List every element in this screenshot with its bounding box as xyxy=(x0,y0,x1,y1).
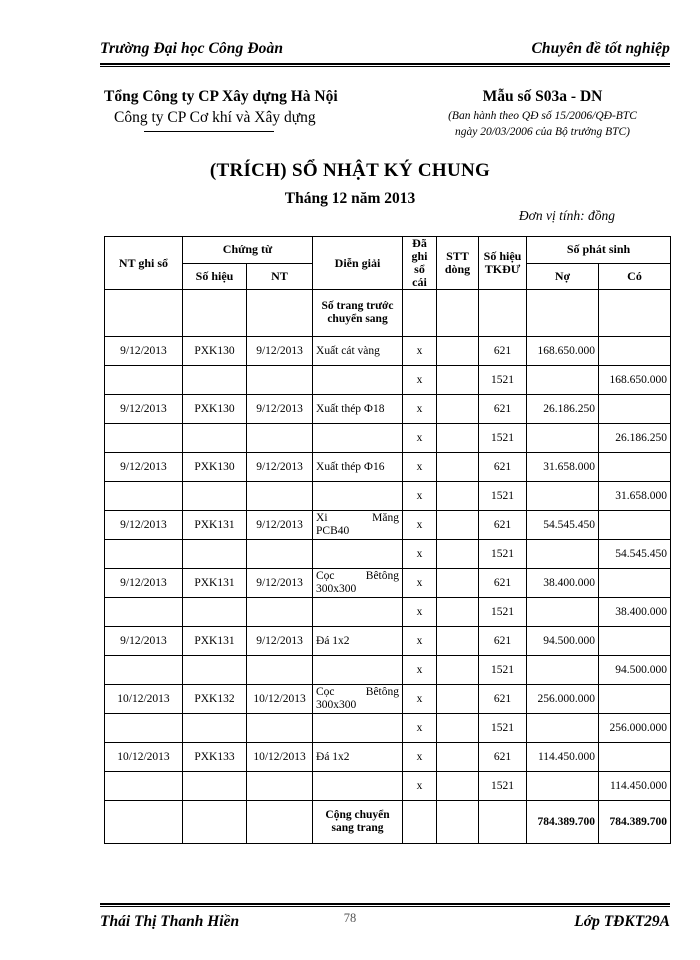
cell-chung-tu-so-hieu: PXK131 xyxy=(183,627,247,656)
cell-stt-dong xyxy=(437,366,479,395)
table-row xyxy=(105,772,671,801)
cell-stt-dong xyxy=(437,511,479,540)
cell-stt-dong xyxy=(437,656,479,685)
carry-in-no xyxy=(527,290,599,337)
carry-in-co xyxy=(599,290,671,337)
cell-co xyxy=(599,337,671,366)
cell-da-ghi-so-cai: x xyxy=(403,743,437,772)
table-row xyxy=(105,453,671,482)
cell-chung-tu-nt xyxy=(247,540,313,569)
general-journal-table xyxy=(104,236,671,844)
cell-dien-giai xyxy=(313,714,403,743)
cell-chung-tu-nt xyxy=(247,714,313,743)
form-code: Mẫu số S03a - DN xyxy=(482,88,603,105)
cell-chung-tu-nt: 10/12/2013 xyxy=(247,685,313,714)
company-underline xyxy=(144,131,274,132)
cell-so-hieu-tkdu: 621 xyxy=(479,337,527,366)
cell-chung-tu-nt xyxy=(247,598,313,627)
cell-da-ghi-so-cai: x xyxy=(403,395,437,424)
form-code-block xyxy=(400,86,685,140)
table-row xyxy=(105,482,671,511)
cell-nt-ghi-so xyxy=(105,424,183,453)
cell-co xyxy=(599,511,671,540)
cell-nt-ghi-so: 10/12/2013 xyxy=(105,685,183,714)
cell-da-ghi-so-cai: x xyxy=(403,482,437,511)
cell-nt-ghi-so: 9/12/2013 xyxy=(105,511,183,540)
cell-co xyxy=(599,395,671,424)
dien-giai-word-1: Cọc xyxy=(316,570,335,582)
cell-nt-ghi-so xyxy=(105,366,183,395)
cell-stt-dong xyxy=(437,395,479,424)
cell-da-ghi-so-cai: x xyxy=(403,424,437,453)
cell-stt-dong xyxy=(437,598,479,627)
dien-giai-line-1 xyxy=(316,570,399,583)
cell-da-ghi-so-cai: x xyxy=(403,540,437,569)
table-row xyxy=(105,569,671,598)
cell-co xyxy=(599,453,671,482)
page-number: 78 xyxy=(343,911,357,925)
col-header-co: Có xyxy=(599,263,671,290)
cell-co: 38.400.000 xyxy=(599,598,671,627)
cell-no: 31.658.000 xyxy=(527,453,599,482)
carry-in-tkdu xyxy=(479,290,527,337)
header-divider-rule xyxy=(100,63,670,67)
total-tkdu xyxy=(479,801,527,844)
cell-so-hieu-tkdu: 1521 xyxy=(479,656,527,685)
cell-nt-ghi-so: 9/12/2013 xyxy=(105,337,183,366)
cell-co xyxy=(599,569,671,598)
total-stt xyxy=(437,801,479,844)
cell-nt-ghi-so: 9/12/2013 xyxy=(105,569,183,598)
cell-co: 114.450.000 xyxy=(599,772,671,801)
cell-chung-tu-so-hieu: PXK131 xyxy=(183,569,247,598)
cell-co xyxy=(599,627,671,656)
cell-dien-giai xyxy=(313,772,403,801)
cell-chung-tu-nt xyxy=(247,366,313,395)
cell-da-ghi-so-cai: x xyxy=(403,627,437,656)
cell-co xyxy=(599,685,671,714)
cell-da-ghi-so-cai: x xyxy=(403,366,437,395)
header-document-type: Chuyên đề tốt nghiệp xyxy=(531,40,670,57)
cell-dien-giai: Đá 1x2 xyxy=(313,627,403,656)
cell-chung-tu-nt xyxy=(247,424,313,453)
dien-giai-line-1 xyxy=(316,512,399,525)
table-row xyxy=(105,395,671,424)
dien-giai-line-2: 300x300 xyxy=(316,699,357,711)
col-header-no: Nợ xyxy=(527,263,599,290)
cell-nt-ghi-so: 10/12/2013 xyxy=(105,743,183,772)
cell-chung-tu-nt xyxy=(247,772,313,801)
cell-so-hieu-tkdu: 1521 xyxy=(479,540,527,569)
total-mark xyxy=(403,801,437,844)
dien-giai-word-2: Bêtông xyxy=(365,686,400,698)
cell-chung-tu-nt xyxy=(247,482,313,511)
cell-dien-giai xyxy=(313,656,403,685)
cell-so-hieu-tkdu: 621 xyxy=(479,743,527,772)
cell-chung-tu-so-hieu xyxy=(183,366,247,395)
carry-in-mark xyxy=(403,290,437,337)
cell-stt-dong xyxy=(437,627,479,656)
cell-no xyxy=(527,424,599,453)
col-header-da-ghi-so-cai: Đã ghi sổ cái xyxy=(403,237,437,290)
cell-chung-tu-so-hieu xyxy=(183,714,247,743)
company-name: Công ty CP Cơ khí và Xây dựng xyxy=(114,109,316,126)
cell-chung-tu-so-hieu: PXK130 xyxy=(183,395,247,424)
footer-author-name: Thái Thị Thanh Hiền xyxy=(100,913,240,930)
cell-chung-tu-so-hieu: PXK130 xyxy=(183,453,247,482)
table-row xyxy=(105,337,671,366)
cell-da-ghi-so-cai: x xyxy=(403,772,437,801)
cell-chung-tu-nt: 9/12/2013 xyxy=(247,337,313,366)
cell-co: 256.000.000 xyxy=(599,714,671,743)
table-row xyxy=(105,627,671,656)
cell-co: 31.658.000 xyxy=(599,482,671,511)
table-body xyxy=(105,290,671,801)
col-header-chung-tu-nt: NT xyxy=(247,263,313,290)
cell-dien-giai xyxy=(313,482,403,511)
table-row xyxy=(105,366,671,395)
cell-da-ghi-so-cai: x xyxy=(403,656,437,685)
cell-da-ghi-so-cai: x xyxy=(403,337,437,366)
cell-chung-tu-so-hieu xyxy=(183,598,247,627)
cell-stt-dong xyxy=(437,685,479,714)
dien-giai-word-1: Cọc xyxy=(316,686,335,698)
table-head xyxy=(105,237,671,290)
table-row xyxy=(105,656,671,685)
cell-chung-tu-nt: 9/12/2013 xyxy=(247,627,313,656)
cell-co: 168.650.000 xyxy=(599,366,671,395)
cell-nt-ghi-so xyxy=(105,482,183,511)
total-row xyxy=(105,801,671,844)
cell-dien-giai: Đá 1x2 xyxy=(313,743,403,772)
total-sohieu xyxy=(183,801,247,844)
col-header-nt-ghi-so: NT ghi sổ xyxy=(105,237,183,290)
cell-so-hieu-tkdu: 621 xyxy=(479,685,527,714)
cell-no: 94.500.000 xyxy=(527,627,599,656)
cell-chung-tu-so-hieu: PXK130 xyxy=(183,337,247,366)
dien-giai-line-1 xyxy=(316,686,399,699)
cell-nt-ghi-so: 9/12/2013 xyxy=(105,627,183,656)
cell-no: 26.186.250 xyxy=(527,395,599,424)
carry-in-row xyxy=(105,290,671,337)
cell-no xyxy=(527,714,599,743)
cell-da-ghi-so-cai: x xyxy=(403,685,437,714)
cell-stt-dong xyxy=(437,482,479,511)
cell-nt-ghi-so xyxy=(105,772,183,801)
table-row xyxy=(105,685,671,714)
cell-da-ghi-so-cai: x xyxy=(403,511,437,540)
cell-chung-tu-nt: 9/12/2013 xyxy=(247,395,313,424)
footer-class-name: Lớp TĐKT29A xyxy=(574,913,670,930)
cell-nt-ghi-so xyxy=(105,540,183,569)
table-row xyxy=(105,540,671,569)
cell-stt-dong xyxy=(437,569,479,598)
cell-stt-dong xyxy=(437,714,479,743)
col-header-stt-dong: STT dòng xyxy=(437,237,479,290)
form-note-line-1: (Ban hành theo QĐ số 15/2006/QĐ-BTC xyxy=(448,110,637,122)
table-foot xyxy=(105,801,671,844)
total-co: 784.389.700 xyxy=(599,801,671,844)
cell-no xyxy=(527,482,599,511)
col-header-so-phat-sinh: Số phát sinh xyxy=(527,237,671,264)
cell-no xyxy=(527,772,599,801)
dien-giai-line-2: PCB40 xyxy=(316,525,350,537)
cell-dien-giai xyxy=(313,598,403,627)
cell-chung-tu-nt: 9/12/2013 xyxy=(247,569,313,598)
cell-da-ghi-so-cai: x xyxy=(403,598,437,627)
cell-no: 54.545.450 xyxy=(527,511,599,540)
cell-no: 256.000.000 xyxy=(527,685,599,714)
col-header-so-hieu-tkdu: Số hiệu TKĐƯ xyxy=(479,237,527,290)
running-header xyxy=(100,40,670,58)
cell-chung-tu-so-hieu xyxy=(183,772,247,801)
cell-no xyxy=(527,656,599,685)
cell-da-ghi-so-cai: x xyxy=(403,453,437,482)
dien-giai-word-2: Măng xyxy=(372,512,400,524)
cell-chung-tu-so-hieu xyxy=(183,656,247,685)
cell-no xyxy=(527,598,599,627)
cell-chung-tu-nt: 9/12/2013 xyxy=(247,511,313,540)
total-date xyxy=(105,801,183,844)
cell-so-hieu-tkdu: 621 xyxy=(479,627,527,656)
cell-nt-ghi-so xyxy=(105,714,183,743)
cell-chung-tu-so-hieu xyxy=(183,540,247,569)
ledger-table-wrap xyxy=(104,236,670,844)
cell-co xyxy=(599,743,671,772)
total-label: Cộng chuyển sang trang xyxy=(313,801,403,844)
cell-co: 26.186.250 xyxy=(599,424,671,453)
table-row xyxy=(105,743,671,772)
cell-stt-dong xyxy=(437,424,479,453)
cell-stt-dong xyxy=(437,743,479,772)
parent-company-name: Tổng Công ty CP Xây dựng Hà Nội xyxy=(104,88,338,105)
total-no: 784.389.700 xyxy=(527,801,599,844)
cell-stt-dong xyxy=(437,772,479,801)
carry-in-label: Số trang trước chuyển sang xyxy=(313,290,403,337)
cell-stt-dong xyxy=(437,540,479,569)
cell-dien-giai xyxy=(313,569,403,598)
cell-no: 168.650.000 xyxy=(527,337,599,366)
cell-chung-tu-nt: 9/12/2013 xyxy=(247,453,313,482)
table-row xyxy=(105,424,671,453)
cell-chung-tu-so-hieu xyxy=(183,424,247,453)
cell-so-hieu-tkdu: 1521 xyxy=(479,714,527,743)
cell-dien-giai: Xuất thép Ф18 xyxy=(313,395,403,424)
cell-da-ghi-so-cai: x xyxy=(403,569,437,598)
cell-so-hieu-tkdu: 621 xyxy=(479,453,527,482)
dien-giai-word-1: Xi xyxy=(316,512,328,524)
total-nt xyxy=(247,801,313,844)
cell-chung-tu-so-hieu xyxy=(183,482,247,511)
cell-so-hieu-tkdu: 1521 xyxy=(479,424,527,453)
cell-dien-giai xyxy=(313,511,403,540)
cell-chung-tu-so-hieu: PXK131 xyxy=(183,511,247,540)
header-school-name: Trường Đại học Công Đoàn xyxy=(100,40,284,57)
dien-giai-line-2: 300x300 xyxy=(316,583,357,595)
col-header-dien-giai: Diễn giải xyxy=(313,237,403,290)
footer-divider-rule xyxy=(100,903,670,907)
cell-so-hieu-tkdu: 621 xyxy=(479,511,527,540)
cell-so-hieu-tkdu: 1521 xyxy=(479,598,527,627)
cell-nt-ghi-so xyxy=(105,598,183,627)
table-row xyxy=(105,511,671,540)
cell-nt-ghi-so: 9/12/2013 xyxy=(105,395,183,424)
cell-no xyxy=(527,366,599,395)
cell-chung-tu-nt xyxy=(247,656,313,685)
page-title: (TRÍCH) SỔ NHẬT KÝ CHUNG xyxy=(209,160,491,181)
dien-giai-word-2: Bêtông xyxy=(365,570,400,582)
currency-unit-note: Đơn vị tính: đồng xyxy=(518,208,615,223)
cell-so-hieu-tkdu: 1521 xyxy=(479,772,527,801)
cell-stt-dong xyxy=(437,453,479,482)
cell-dien-giai xyxy=(313,685,403,714)
cell-so-hieu-tkdu: 1521 xyxy=(479,366,527,395)
cell-dien-giai: Xuất cát vàng xyxy=(313,337,403,366)
cell-no: 38.400.000 xyxy=(527,569,599,598)
cell-no xyxy=(527,540,599,569)
carry-in-date xyxy=(105,290,183,337)
col-header-chung-tu-so-hieu: Số hiệu xyxy=(183,263,247,290)
cell-co: 54.545.450 xyxy=(599,540,671,569)
cell-nt-ghi-so: 9/12/2013 xyxy=(105,453,183,482)
cell-da-ghi-so-cai: x xyxy=(403,714,437,743)
table-row xyxy=(105,714,671,743)
cell-dien-giai xyxy=(313,366,403,395)
cell-stt-dong xyxy=(437,337,479,366)
cell-chung-tu-so-hieu: PXK133 xyxy=(183,743,247,772)
cell-nt-ghi-so xyxy=(105,656,183,685)
cell-dien-giai: Xuất thép Ф16 xyxy=(313,453,403,482)
cell-so-hieu-tkdu: 621 xyxy=(479,395,527,424)
carry-in-stt xyxy=(437,290,479,337)
cell-dien-giai xyxy=(313,540,403,569)
organization-block xyxy=(104,86,404,132)
cell-co: 94.500.000 xyxy=(599,656,671,685)
carry-in-nt xyxy=(247,290,313,337)
form-note-line-2: ngày 20/03/2006 của Bộ trưởng BTC) xyxy=(455,126,630,138)
cell-dien-giai xyxy=(313,424,403,453)
cell-chung-tu-so-hieu: PXK132 xyxy=(183,685,247,714)
col-header-chung-tu: Chứng từ xyxy=(183,237,313,264)
cell-chung-tu-nt: 10/12/2013 xyxy=(247,743,313,772)
cell-no: 114.450.000 xyxy=(527,743,599,772)
table-header-row-1 xyxy=(105,237,671,264)
cell-so-hieu-tkdu: 621 xyxy=(479,569,527,598)
table-row xyxy=(105,598,671,627)
cell-so-hieu-tkdu: 1521 xyxy=(479,482,527,511)
carry-in-sohieu xyxy=(183,290,247,337)
page-subtitle-period: Tháng 12 năm 2013 xyxy=(284,190,416,207)
